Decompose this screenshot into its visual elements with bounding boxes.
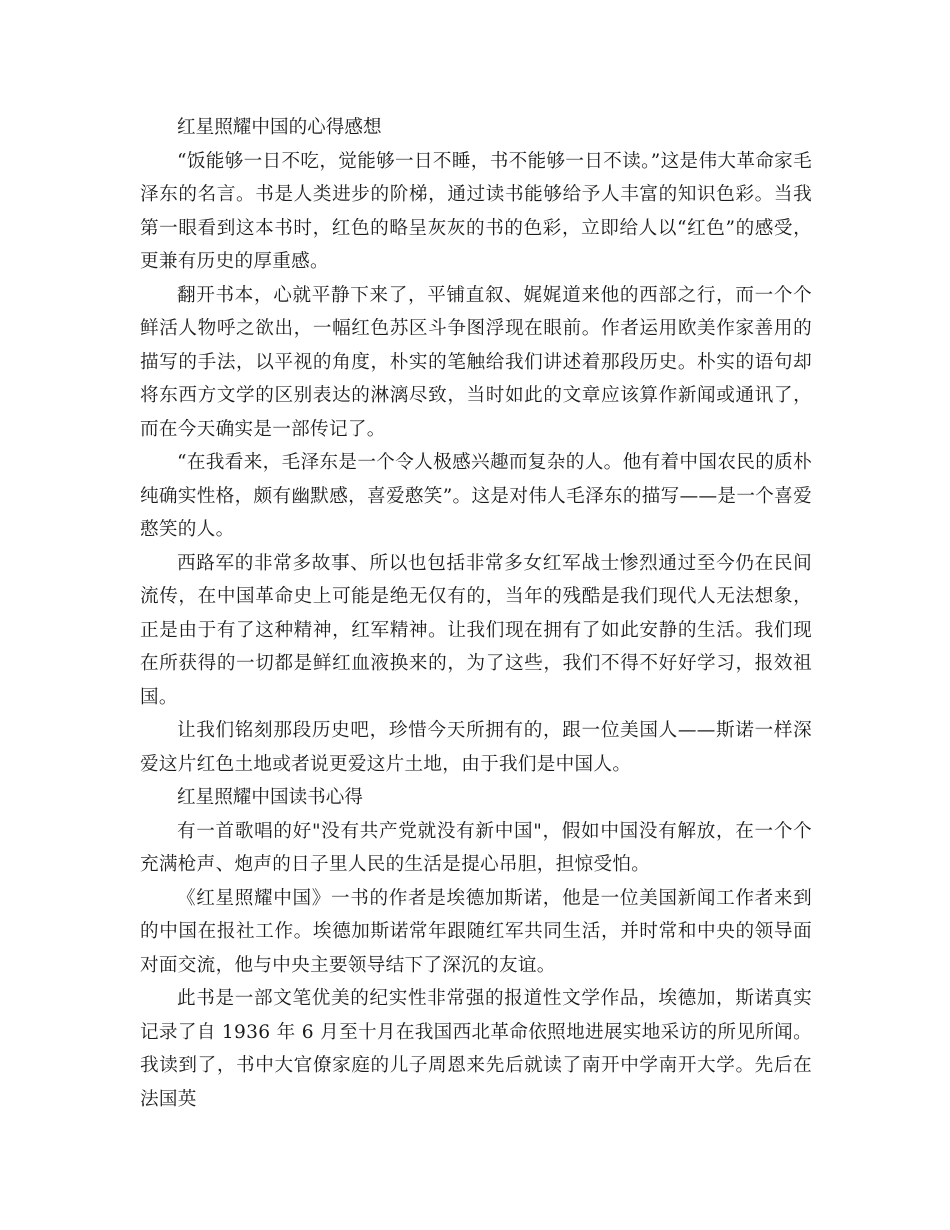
paragraph: 西路军的非常多故事、所以也包括非常多女红军战士惨烈通过至今仍在民间流传，在中国革命史上可能是绝无仅有的，当年的残酷是我们现代人无法想象，正是由于有了这种精神，红军精神。让我们现在拥有了如此安静的生活。我们现在所获得的一切都是鲜红血液换来的，为了这些，我们不得不好好学习，报效祖国。	[140, 552, 812, 708]
paragraph: 让我们铭刻那段历史吧，珍惜今天所拥有的，跟一位美国人——斯诺一样深爱这片红色土地或者说更爱这片土地，由于我们是中国人。	[140, 720, 812, 775]
paragraph: 《红星照耀中国》一书的作者是埃德加斯诺，他是一位美国新闻工作者来到的中国在报社工作。埃德加斯诺常年跟随红军共同生活，并时常和中央的领导面对面交流，他与中央主要领导结下了深沉的友谊。	[140, 887, 812, 976]
paragraph: 此书是一部文笔优美的纪实性非常强的报道性文学作品，埃德加，斯诺真实记录了自 1936 年 6 月至十月在我国西北革命依照地进展实地采访的所见所闻。我读到了，书中大官僚家庭的儿子周恩来先后就读了南开中学南开大学。先后在法国英	[140, 988, 812, 1110]
section-title-2: 红星照耀中国读书心得	[177, 787, 363, 808]
paragraph: “饭能够一日不吃，觉能够一日不睡，书不能够一日不读。”这是伟大革命家毛泽东的名言。书是人类进步的阶梯，通过读书能够给予人丰富的知识色彩。当我第一眼看到这本书时，红色的略呈灰灰的书的色彩，立即给人以“红色”的感受，更兼有历史的厚重感。	[140, 150, 812, 272]
document-body	[140, 111, 812, 1116]
section-title-1: 红星照耀中国的心得感想	[177, 117, 382, 138]
paragraph: 翻开书本，心就平静下来了，平铺直叙、娓娓道来他的西部之行，而一个个鲜活人物呼之欲出，一幅红色苏区斗争图浮现在眼前。作者运用欧美作家善用的描写的手法，以平视的角度，朴实的笔触给我们讲述着那段历史。朴实的语句却将东西方文学的区别表达的淋漓尽致，当时如此的文章应该算作新闻或通讯了，而在今天确实是一部传记了。	[140, 284, 812, 440]
paragraph: “在我看来，毛泽东是一个令人极感兴趣而复杂的人。他有着中国农民的质朴纯确实性格，颇有幽默感，喜爱憨笑”。这是对伟人毛泽东的描写——是一个喜爱憨笑的人。	[140, 452, 812, 540]
paragraph: 有一首歌唱的好"没有共产党就没有新中国"，假如中国没有解放，在一个个充满枪声、炮声的日子里人民的生活是提心吊胆，担惊受怕。	[140, 820, 812, 875]
